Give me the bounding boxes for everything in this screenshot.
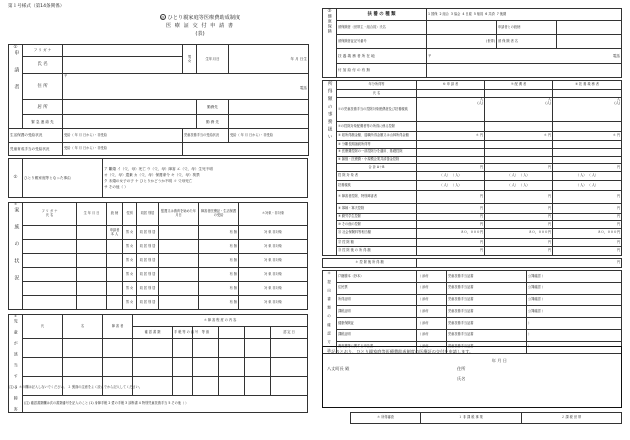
title-line3: (表)	[195, 30, 205, 37]
birthdate-label: 生年月日	[197, 45, 229, 74]
family-table	[8, 202, 308, 310]
welfare-status-field[interactable]: 受給（ 年 月 日から）・非受給	[63, 129, 183, 142]
family-row: 男 女 同 居 別 居 有 無 対 象 非対象	[9, 296, 308, 310]
reason-section-no: ②	[9, 159, 23, 198]
birthdate-field[interactable]: 年 月 日生	[229, 45, 309, 74]
support-address-field[interactable]: 〒 電話	[427, 49, 622, 63]
insurance-table	[322, 8, 622, 78]
doc-row[interactable]: 課税証明 （ 添付 児童扶養手当証書 ）	[323, 329, 622, 341]
insured-relation-label: 申請者との続柄	[497, 20, 557, 34]
disabled-table: ④ 児 童 が 該 当 す る 障 害 氏 名 障 害 者 ＊ 障 害 程 度 の 内 容 確 認 書 類 手 帳 等 の 番 号 等 級 認 定 日 (注) 確認書類欄は次の書類番号を記入のこと (1) 身障手帳 2 愛の手帳 3 診断書 4 特別児童扶養手当 5 その他（ ）	[8, 314, 308, 413]
family-section: ③ 家 族 の 状 況	[9, 203, 23, 310]
income-col-spouse: ⑦ 配 偶 者	[485, 81, 553, 90]
family-header-furigana: フ リ ガ ナ 氏 名	[23, 203, 77, 226]
final-income-field: 円	[417, 259, 622, 268]
family-row: 男 女 同 居 別 居 有 無 対 象 非対象	[9, 282, 308, 296]
review-option-2[interactable]: ２ 課 税 世 帯	[521, 413, 622, 424]
family-row: 男 女 同 居 別 居 有 無 対 象 非対象	[9, 268, 308, 282]
family-header-birth: 生 年 月 日	[77, 203, 107, 226]
doc-row[interactable]: 課税証明 （ 添付 児童扶養手当証書 公簿確認 ）	[323, 306, 622, 318]
final-income-label: ＊ 控 除 後 所 得 額	[323, 259, 417, 268]
review-table	[350, 412, 622, 424]
insured-name-field[interactable]	[427, 20, 497, 34]
income-table: 所得額の事務扱い 年分所得等 ⑥ 申 請 者 ⑦ 配 偶 者 ⑧ 扶 養 義 務 者 氏 名 ①の児童扶養手当の控除対象配偶者及び扶養親族 人 (人) 人 (人) 人 (人) ②の控除対象配偶者等の所得に係る控除 ③ 総所得額金額、退職所得金額又は山林所得金額 ＊ 円 ＊ 円 ＊ 円 ④ 分離長期譲渡所得等 ⑤ 医療費控除の一部控除分を適用、基礎控除 ⑥ 雑損・医療費・小規模企業共済掛金控除 合 計 A＋B 円 円 円 控 除 対 象 者 （ 人） （ 人） （ 人） （ 人） （ 人） （ 人） 扶養親族 （ 人） （ 人） （ 人） （ 人） （ 人） （ 人） ⑦ 障害者控除、特別障害者 円 円 円 ⑧ 寡婦・寡夫控除 円 円 円 ⑨ 勤労学生控除 円 円 円 ⑩ その他の控除 円 円 円 ⑪ 社会保険料等相当額 ８０，０００円 ８０，０００円 ８０，０００円 ⑫ 控 除 額 円 円 円 ⑬ 控 除 後 の 所 得 額 円 円 円	[322, 80, 622, 256]
relatives-label: 緊 急 連 絡 先	[23, 114, 63, 128]
title-line2: 医 療 証 交 付 申 請 書	[165, 22, 235, 29]
welfare-status-label: 生活保護の受給状況	[9, 129, 63, 142]
disabled-section: ④ 児 童 が 該 当 す る 障 害	[9, 315, 23, 413]
income-col-applicant: ⑥ 申 請 者	[417, 81, 485, 90]
title-block	[100, 14, 300, 38]
insurer-name-field[interactable]	[557, 35, 622, 49]
disabled-header-detail: ＊ 障 害 程 度 の 内 容	[133, 315, 308, 327]
applicant-table	[8, 44, 309, 156]
final-income-table	[322, 258, 622, 268]
child-support-field[interactable]: 受給（ 年 月 日から）・非受給	[229, 129, 309, 142]
review-option-1[interactable]: １ 非 課 税 事 業	[421, 413, 522, 424]
reason-label: ひとり親家庭等となった事由	[23, 159, 103, 198]
insurer-name-label: 被 保 険 者 名	[497, 35, 557, 49]
family-header-live: 同居 別居	[137, 203, 159, 226]
doc-row[interactable]: 健康保険証 （ 添付 児童扶養手当証書 ）	[323, 318, 622, 330]
income-col-support: ⑧ 扶 養 義 務 者	[553, 81, 622, 90]
family-row: 申請者 本 人 男 女 同 居 別 居 有 無 対 象 非対象	[9, 226, 308, 240]
doc-row[interactable]: 住民票 （ 添付 児童扶養手当証書 公簿確認 ）	[323, 282, 622, 294]
declaration-date[interactable]: 年 月 日	[491, 357, 507, 363]
family-header-target: ＊対象・非対象	[239, 203, 308, 226]
child-rearing-field[interactable]: 受給（ 年 月 日から）・非受給	[63, 142, 183, 155]
documents-table	[322, 270, 622, 354]
family-row: 男 女 同 居 別 居 有 無 対 象 非対象	[9, 254, 308, 268]
family-header-sex: 性別	[123, 203, 137, 226]
family-header-care: 監護又は養育を始めた年月日	[159, 203, 199, 226]
footnote: (注) １ ＊の欄は記入しないでください。 ２ 裏面の注意をよく読んでから記入してください。	[8, 385, 143, 389]
extra-benefit-label: 付 加 給 付 の 有 無	[337, 63, 427, 77]
family-header-medical: 障害者医療証・生活保護の受給	[199, 203, 239, 226]
income-section: 所得額の事務扱い	[323, 81, 337, 256]
title-mark: 総	[161, 16, 165, 20]
family-row: 男 女 同 居 別 居 有 無 対 象 非対象	[9, 240, 308, 254]
residence-label: 居 所	[23, 100, 63, 114]
disabled-header-family: 氏	[23, 315, 63, 339]
name-field[interactable]	[63, 57, 183, 74]
insurance-number-field[interactable]: (世帯)	[427, 35, 497, 49]
disabled-header-given: 名	[63, 315, 103, 339]
social-insurance-label: ⑪ 社会保険料等相当額	[337, 228, 417, 238]
insurance-type-options[interactable]: 1 国保 2 組合 3 協会 4 日雇 5 船員 6 共済 7 後期	[427, 9, 622, 21]
address-field[interactable]: 〒 電話	[63, 73, 309, 100]
disabled-note: (注) 確認書類欄は次の書類番号を記入のこと (1) 身障手帳 2 愛の手帳 3 診断書 4 特別児童扶養手当 5 その他（ ）	[23, 395, 308, 412]
income-review-label: ＊ 所得審査	[351, 413, 421, 424]
social-insurance-spouse: ８０，０００円	[485, 228, 553, 238]
furigana-label: フ リ ガ ナ	[23, 45, 63, 57]
title-line1: ひとり親家庭等医療費助成制度	[167, 15, 241, 21]
reason-table	[8, 158, 308, 198]
doc-row[interactable]: 所得証明 （ 添付 児童扶養手当証書 公簿確認 ）	[323, 294, 622, 306]
insured-name-label: 被保険者（世帯主・組合員）氏名	[337, 20, 427, 34]
child-rearing-label: 児童育成手当の受給状況	[9, 142, 63, 155]
gender-field[interactable]: 男 女	[183, 45, 197, 74]
doc-row[interactable]: ＊ 提 出 書 類 の 確 認 方 法 戸籍謄本（抄本） （ 添付 児童扶養手当証書 公簿確認 ）	[323, 271, 622, 283]
support-address-label: 扶 養 義 務 者 所 在 地	[337, 49, 427, 63]
applicant-section: ① 申 請 者	[9, 45, 23, 129]
declaration-name[interactable]: 氏名	[457, 376, 466, 382]
reason-options[interactable]: ア 離婚 イ（父、母）死亡 ウ（父、母）障害 エ（父、母）生死不明 オ（父、母）遺棄 カ（父、母）保護命令 キ（父、母）拘禁 ク 未婚の女子の子 ケ ひとりかどうか不明 コ 父母死亡 サ その他（ ）	[103, 159, 308, 198]
family-header-relation: 続 柄	[107, 203, 123, 226]
disabled-header-person: 障 害 者	[103, 315, 133, 339]
mayor-label: 八丈町長 殿	[327, 365, 350, 371]
workplace-field[interactable]	[229, 114, 309, 128]
name-label: 氏 名	[23, 57, 63, 74]
child-support-label: 児童扶養手当の受給状況	[183, 129, 229, 142]
insurance-number-label: 被保険者証記号番号	[337, 35, 427, 49]
documents-section: ＊ 提 出 書 類 の 確 認 方 法	[323, 271, 337, 354]
workplace-label: 勤 務 先	[197, 114, 229, 128]
workplace-phone-field[interactable]	[229, 100, 309, 114]
insurance-type-label: 扶 養 の 種 類	[337, 9, 427, 21]
insured-relation-field[interactable]	[557, 20, 622, 34]
form-number: 第１号様式（第14条関係）	[8, 4, 65, 9]
extra-benefit-field[interactable]	[427, 63, 622, 77]
workplace-phone-label: 勤務先	[197, 100, 229, 114]
furigana-field[interactable]	[63, 45, 183, 57]
social-insurance-support: ８０，０００円	[553, 228, 622, 238]
insurance-section: ⑤ 健康保険	[323, 9, 337, 78]
income-col-year: 年分所得等	[337, 81, 417, 90]
residence-field[interactable]	[63, 100, 197, 114]
relatives-field[interactable]	[63, 114, 197, 128]
declaration-text: 上記のとおり、ひとり親家庭等医療費助成制度の医療証の交付を申請します。	[327, 349, 474, 354]
doc-row[interactable]: 養育費等に関する申告書 （ 添付 児童扶養手当証書 ）	[323, 341, 622, 353]
declaration-address[interactable]: 住所	[457, 365, 466, 371]
address-label: 住 所	[23, 73, 63, 100]
social-insurance-applicant: ８０，０００円	[417, 228, 485, 238]
declaration-block	[322, 346, 622, 408]
